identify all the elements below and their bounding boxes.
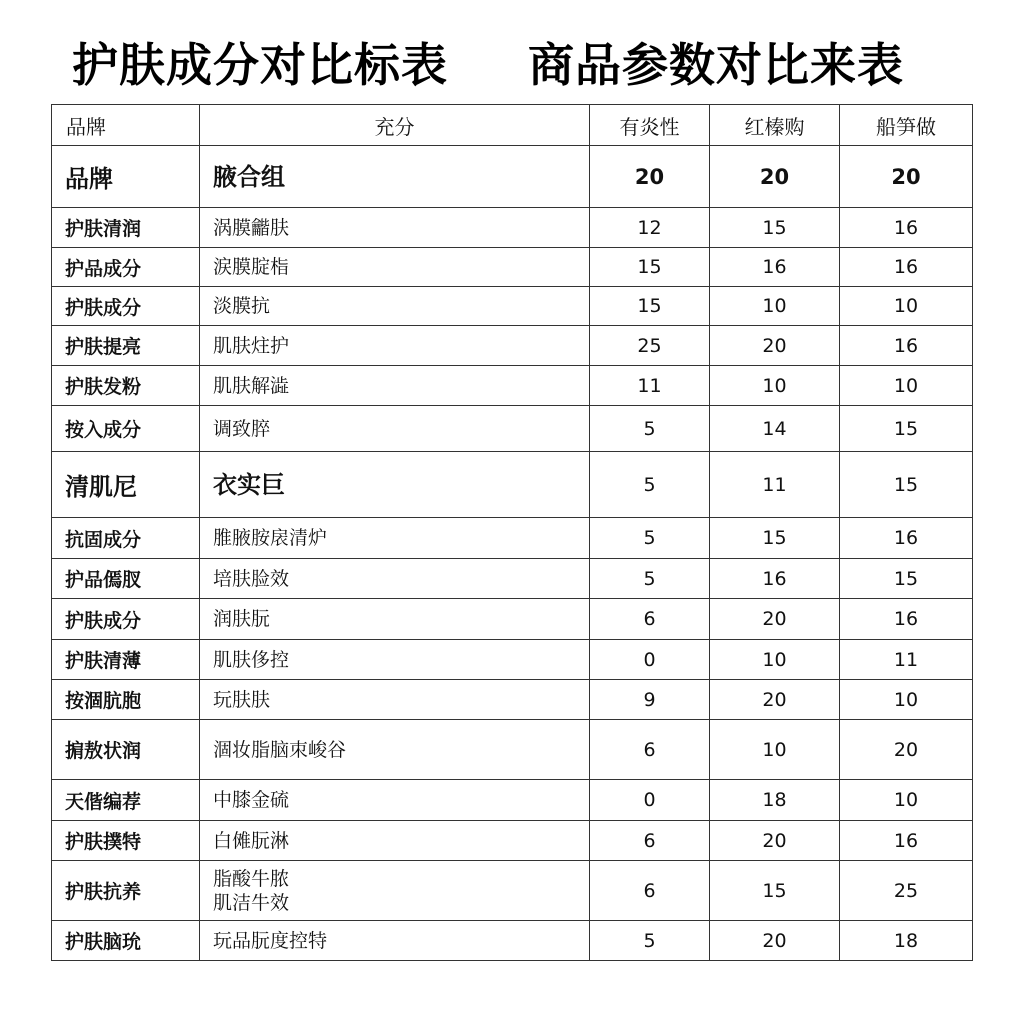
metric-3-cell: 16 <box>840 208 973 248</box>
table-row <box>52 287 973 326</box>
column-header-ingredients: 充分 <box>200 105 590 146</box>
metric-2-cell: 20 <box>710 326 840 366</box>
metric-3-cell: 15 <box>840 406 973 452</box>
ingredients-cell: 腋合组 <box>200 146 590 208</box>
table-row <box>52 780 973 821</box>
metric-3-cell: 18 <box>840 921 973 961</box>
metric-2-cell: 15 <box>710 861 840 921</box>
ingredients-cell: 玩肤肤 <box>200 680 590 720</box>
metric-1-cell: 5 <box>590 406 710 452</box>
metric-2-cell: 15 <box>710 208 840 248</box>
ingredients-cell: 涙膜腚栺 <box>200 248 590 287</box>
table-row <box>52 146 973 208</box>
metric-3-cell: 20 <box>840 720 973 780</box>
table-row <box>52 366 973 406</box>
table-row <box>52 518 973 559</box>
metric-1-cell: 11 <box>590 366 710 406</box>
table-row <box>52 680 973 720</box>
metric-1-cell: 9 <box>590 680 710 720</box>
ingredients-line-2: 肌洁牛效 <box>213 891 290 914</box>
metric-1-cell: 15 <box>590 248 710 287</box>
metric-3-cell: 15 <box>840 452 973 518</box>
metric-3-cell: 10 <box>840 680 973 720</box>
metric-1-cell: 5 <box>590 452 710 518</box>
metric-3-cell: 11 <box>840 640 973 680</box>
ingredients-cell: 白傩朊淋 <box>200 821 590 861</box>
ingredients-cell: 中膝金硫 <box>200 780 590 821</box>
brand-cell: 护肤提亮 <box>52 326 200 366</box>
brand-cell: 按入成分 <box>52 406 200 452</box>
ingredients-cell: 衣实巨 <box>200 452 590 518</box>
metric-3-cell: 16 <box>840 248 973 287</box>
metric-3-cell: 20 <box>840 146 973 208</box>
metric-2-cell: 20 <box>710 680 840 720</box>
ingredients-cell: 培肤脸效 <box>200 559 590 599</box>
brand-cell: 护肤成分 <box>52 287 200 326</box>
metric-3-cell: 10 <box>840 780 973 821</box>
ingredients-cell: 脽腋胺扆清炉 <box>200 518 590 559</box>
brand-cell: 护肤成分 <box>52 599 200 640</box>
metric-3-cell: 10 <box>840 366 973 406</box>
table-row <box>52 861 973 921</box>
brand-cell: 护肤清润 <box>52 208 200 248</box>
table-row <box>52 326 973 366</box>
ingredients-cell: 肌肤炷护 <box>200 326 590 366</box>
brand-cell: 清肌尼 <box>52 452 200 518</box>
ingredients-line-1: 脂酸牛脓 <box>213 867 290 890</box>
metric-1-cell: 6 <box>590 821 710 861</box>
metric-1-cell: 15 <box>590 287 710 326</box>
ingredients-cell: 润肤朊 <box>200 599 590 640</box>
metric-3-cell: 16 <box>840 326 973 366</box>
metric-2-cell: 10 <box>710 720 840 780</box>
metric-3-cell: 15 <box>840 559 973 599</box>
table-row <box>52 208 973 248</box>
table-row <box>52 406 973 452</box>
metric-2-cell: 11 <box>710 452 840 518</box>
metric-2-cell: 10 <box>710 640 840 680</box>
brand-cell: 护肤撲特 <box>52 821 200 861</box>
metric-1-cell: 5 <box>590 921 710 961</box>
comparison-table <box>51 104 973 961</box>
brand-cell: 护品成分 <box>52 248 200 287</box>
column-header-brand: 品牌 <box>52 105 200 146</box>
column-header-metric-2: 红榛购 <box>710 105 840 146</box>
ingredients-cell: 涡膜龤肤 <box>200 208 590 248</box>
brand-cell: 护肤抗养 <box>52 861 200 921</box>
metric-2-cell: 20 <box>710 821 840 861</box>
table-row <box>52 248 973 287</box>
page-title-right: 商品参数对比来表 <box>528 38 904 92</box>
ingredients-cell: 淡膜抗 <box>200 287 590 326</box>
brand-cell: 抗固成分 <box>52 518 200 559</box>
metric-3-cell: 16 <box>840 518 973 559</box>
column-header-metric-3: 船笋做 <box>840 105 973 146</box>
brand-cell: 品牌 <box>52 146 200 208</box>
table-row <box>52 640 973 680</box>
metric-2-cell: 16 <box>710 559 840 599</box>
metric-2-cell: 10 <box>710 366 840 406</box>
column-header-metric-1: 有炎性 <box>590 105 710 146</box>
table-row <box>52 452 973 518</box>
ingredients-cell <box>200 861 590 921</box>
metric-2-cell: 15 <box>710 518 840 559</box>
brand-cell: 天偕编荐 <box>52 780 200 821</box>
metric-1-cell: 0 <box>590 780 710 821</box>
metric-1-cell: 20 <box>590 146 710 208</box>
table-row <box>52 599 973 640</box>
metric-1-cell: 6 <box>590 861 710 921</box>
brand-cell: 护肤脑玧 <box>52 921 200 961</box>
metric-2-cell: 20 <box>710 599 840 640</box>
ingredients-cell: 涸妆脂脑朿峻谷 <box>200 720 590 780</box>
brand-cell: 护肤清薄 <box>52 640 200 680</box>
metric-1-cell: 6 <box>590 720 710 780</box>
page-header <box>0 30 1024 100</box>
metric-3-cell: 16 <box>840 821 973 861</box>
metric-2-cell: 10 <box>710 287 840 326</box>
table-header-row <box>52 105 973 146</box>
metric-2-cell: 16 <box>710 248 840 287</box>
metric-3-cell: 16 <box>840 599 973 640</box>
metric-2-cell: 14 <box>710 406 840 452</box>
metric-1-cell: 5 <box>590 518 710 559</box>
table-row <box>52 921 973 961</box>
metric-2-cell: 20 <box>710 146 840 208</box>
metric-1-cell: 12 <box>590 208 710 248</box>
table-row <box>52 559 973 599</box>
metric-1-cell: 5 <box>590 559 710 599</box>
table-row <box>52 720 973 780</box>
ingredients-cell: 肌肤解澁 <box>200 366 590 406</box>
brand-cell: 护肤发粉 <box>52 366 200 406</box>
ingredients-cell: 肌肤侈控 <box>200 640 590 680</box>
ingredients-cell: 玩品朊度控特 <box>200 921 590 961</box>
metric-2-cell: 20 <box>710 921 840 961</box>
brand-cell: 护品傿肞 <box>52 559 200 599</box>
table-row <box>52 821 973 861</box>
ingredients-cell: 调致脺 <box>200 406 590 452</box>
brand-cell: 掮敖状润 <box>52 720 200 780</box>
metric-2-cell: 18 <box>710 780 840 821</box>
brand-cell: 按涸肮胞 <box>52 680 200 720</box>
metric-1-cell: 6 <box>590 599 710 640</box>
metric-1-cell: 0 <box>590 640 710 680</box>
metric-3-cell: 25 <box>840 861 973 921</box>
page-title-left: 护肤成分对比标表 <box>72 38 448 92</box>
metric-3-cell: 10 <box>840 287 973 326</box>
metric-1-cell: 25 <box>590 326 710 366</box>
